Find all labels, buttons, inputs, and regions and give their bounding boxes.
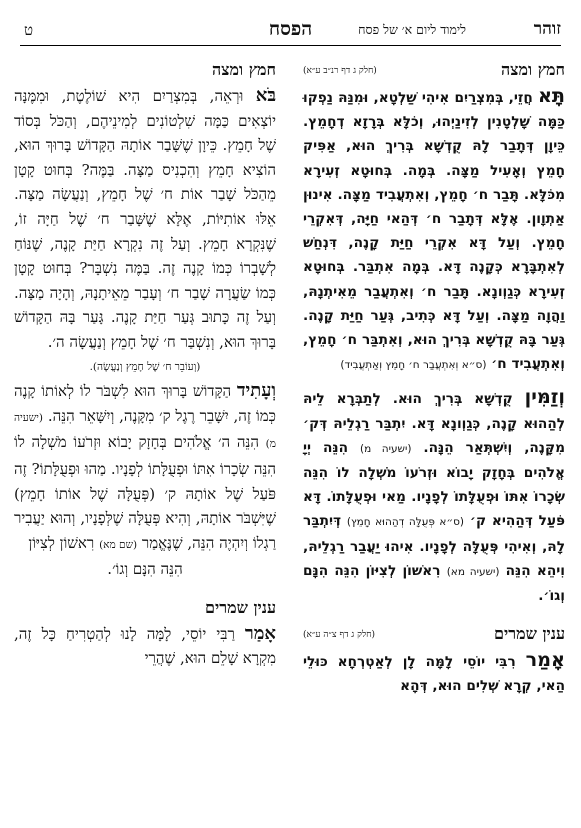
verse-citation: (ישעיה מ) (14, 411, 276, 451)
paragraph-text: הִנֵּה ה׳ אֱלֹהִים בְּחָזָק יָבוֹא וּזְרֹעוֹ מֹשְׁלָה לוֹ הִנֵּה שְׂכָרוֹ אִתּוֹ וּפְעֻלָּתוֹ לְפָנָיו. מַהוּ וּפְעֻלָּתוֹ? זֶה פֹּעַל שֶׁל אוֹתָהּ ק׳ (פְּעֻלָּה שֶׁל אוֹתוֹ חָמֵץ) שֶׁיִּשְׁבֹּר אוֹתָהּ, וְהִיא פְּעֻלָּה שֶׁלְּפָנָיו, וְהוּא יַעֲבִיר רַגְלוֹ וְיִהְיֶה הִנֵּה, שֶׁנֶּאֱמַר (14, 433, 276, 552)
section-heading: הפסח (268, 18, 313, 40)
paragraph-text: דְּיִתְבַּר לָהּ, וְאִיהִי פְּעֻלָּה לְפָנָיו. אִיהוּ יַעֲבַר רַגְלֵיהּ, וִיהֵא הִנֵּה (303, 513, 565, 579)
lead-word: אָמַר (244, 622, 276, 644)
paragraph-text: רַבִּי יוֹסֵי, לָמָּה לָנוּ לְהַטְרִיחַ כָּל זֶה, מִקְרָא שָׁלֵם הוּא, שֶׁהֲרֵי (14, 624, 276, 668)
paragraph-text: רִבִּי יוֹסֵי לָמָּה לָן לְאַטְרְחָא כּוּלֵי הַאי, קְרָא שְׁלִים הוּא, דְּהָא (303, 654, 565, 695)
verse-citation: (ישעיה מא) (446, 565, 500, 578)
study-subtitle: לימוד ליום א׳ של פסח (358, 22, 466, 37)
book-title: זוהר (533, 19, 561, 39)
aramaic-column (303, 60, 565, 699)
verse-citation: (שם מא) (99, 538, 138, 551)
paragraph-text: חֲזֵי, בְּמִצְרַיִם אִיהִי שַׁלְטָא, וּמִנַּהּ נַפְקוּ כַּמָּה שָׁלְטָנִין לְזִינַיְהוּ, וְכֹלָּא בְּרָזָא דְחָמֵץ. כֵּיוָן דְּתָבַר לָהּ קֻדְשָׁא בְּרִיךְ הוּא, אַפִּיק חָמֵץ וְאָעִיל מַצָּה. בְּמָה. בְּחוּטָא זְעִירָא מִכֹּלָּא. תָּבַר ח׳ חָמֵץ, וְאִתְעֲבִיד מַצָּה. אִינוּן אַתְוָון. אֶלָּא דְּתָבַר ח׳ דְּהַאי חַיָּה, דְּאִקְרֵי חָמֵץ. וְעַל דָּא אִקְרֵי חַיַּת קָנֶה, דִּנְחַשׁ לְאִתְבָּרָא כְּקָנֶה דָּא. בְּמָה אִתְבַּר. בְּחוּטָא זְעִירָא כְּגַוְונָא. תָּבַר ח׳ וְאִתְעֲבַר מֵאִיתְנָהּ, וַהֲוָה מַצָּה. וְעַל דָּא כְּתִיב, גְּעַר חַיַּת קָנֶה. גְּעַר בָּהּ קֻדְשָׁא בְּרִיךְ הוּא, וְאִתְבַּר ח׳ חָמֵץ, וְאִתְעֲבִיד ח׳ (303, 90, 565, 373)
variant-note: (וְעוֹבֵר ח׳ שֶׁל חָמֵץ וְנַעֲשָׂה). (89, 360, 201, 373)
lead-word: בֹּא (255, 85, 276, 106)
paragraph-text: וּרְאֵה, בְּמִצְרַיִם הִיא שׁוֹלֶטֶת, וּמִמֶּנָּה יוֹצְאִים כַּמָּה שִׁלְטוֹנִים לְמִינֵיהֶם, וְהַכֹּל בְּסוֹד שֶׁל חָמֵץ. כֵּיוָן שֶׁשָּׁבַר אוֹתָהּ הַקָּדוֹשׁ בָּרוּךְ הוּא, הוֹצִיא חָמֵץ וְהִכְנִיס מַצָּה. בַּמֶּה? בְּחוּט קָטָן מֵהַכֹּל שָׁבַר אוֹת ח׳ שֶׁל חָמֵץ, וְנַעֲשָׂה מַצָּה. אֵלּוּ אוֹתִיּוֹת, אֶלָּא שֶׁשָּׁבַר ח׳ שֶׁל חַיָּה זוֹ, שֶׁנִּקְרָא חָמֵץ. וְעַל זֶה נִקְרָא חַיַּת קָנֶה, שֶׁנּוֹחַ לְשָׁבְרוֹ כְּמוֹ קָנֶה זֶה. בַּמֶּה נִשְׁבָּר? בְּחוּט קָטָן כְּמוֹ שַׂעֲרָה שָׁבַר ח׳ וְעָבַר מֵאֵיתָנָהּ, וְהָיָה מַצָּה. וְעַל זֶה כָּתוּב גְּעַר חַיַּת קָנֶה. גָּעַר בָּהּ הַקָּדוֹשׁ בָּרוּךְ הוּא, וְנִשְׁבַּר ח׳ שֶׁל חָמֵץ וְנַעֲשָׂה ה׳. (14, 87, 276, 351)
lead-word: וְעָתִיד (236, 380, 276, 402)
section-header (14, 598, 276, 622)
lead-word: תָּא (537, 84, 565, 107)
section-title: ענין שמרים (494, 624, 565, 644)
paragraph (303, 648, 565, 698)
source-reference: (חלק ג דף רנ״ב ע״א) (303, 66, 377, 76)
paragraph-text: הַקָּדוֹשׁ בָּרוּךְ הוּא לִשְׁבֹּר לוֹ לְאוֹתוֹ קָנֶה כְּמוֹ זֶה, יִשָּׁבֵר רֶגֶל ק׳ מִקָּנֶה, וְיִשָּׁאֵר הִנֵּה. (14, 382, 276, 425)
hebrew-column (14, 60, 276, 671)
verse-citation: (ישעיה מ) (360, 442, 412, 455)
section-title: חמץ ומצה (211, 60, 276, 79)
paragraph-text: רִאשׁוֹן לְצִיּוֹן (28, 533, 100, 552)
lead-word: אָמַר (525, 648, 565, 672)
page-header (20, 18, 561, 42)
section-title: חמץ ומצה (500, 60, 565, 79)
lead-word: וְזַמִּין (524, 385, 565, 409)
paragraph-text: רִאשׁוֹן לְצִיּוֹן הִנֵּה הִנָּם וְגוֹ׳. (303, 562, 565, 605)
paragraph-text: הִנֵּה יְיָ אֱלֹהִים בְּחָזָק יָבוֹא וּזְרֹעוֹ מֹשְׁלָה לוֹ הִנֵּה שְׂכָרוֹ אִתּוֹ וּפְעֻלָּתוֹ לְפָנָיו. מַאי וּפְעֻלָּתוֹ. דָּא פֹּעַל דְּהַהִיא ק׳ (303, 439, 566, 530)
header-rule (20, 45, 561, 46)
section-title: ענין שמרים (205, 597, 276, 617)
paragraph (303, 84, 565, 377)
paragraph-text: קֻדְשָׁא בְּרִיךְ הוּא. לְתַבְּרָא לֵיהּ לְהַהוּא קָנֶה, כְּגַוְונָא דָּא. יִתְבַּר רַגְלֵיהּ דְּק׳ מִקָּנֶה, וְיִשְׁתְּאַר הֵנָּה. (303, 391, 565, 456)
paragraph-text: הִנֵּה הִנָּם וְגוֹ׳. (107, 560, 183, 579)
variant-note: (ס״א פְּעֻלָּה דְהַהוּא חָמֵץ) (346, 516, 465, 529)
paragraph (303, 385, 565, 608)
page-number: ט (24, 21, 34, 39)
variant-note: (ס״א וְאִתְעֲבַר ח׳ חָמֵץ וְאַתְעֲבִיד) (340, 359, 487, 372)
section-header (14, 60, 276, 84)
source-reference: (חלק ג דף צ״ה ע״א) (303, 630, 376, 641)
paragraph (14, 379, 276, 582)
section-header (303, 60, 565, 84)
paragraph (14, 622, 276, 671)
section-header (303, 624, 565, 648)
paragraph (14, 84, 276, 379)
